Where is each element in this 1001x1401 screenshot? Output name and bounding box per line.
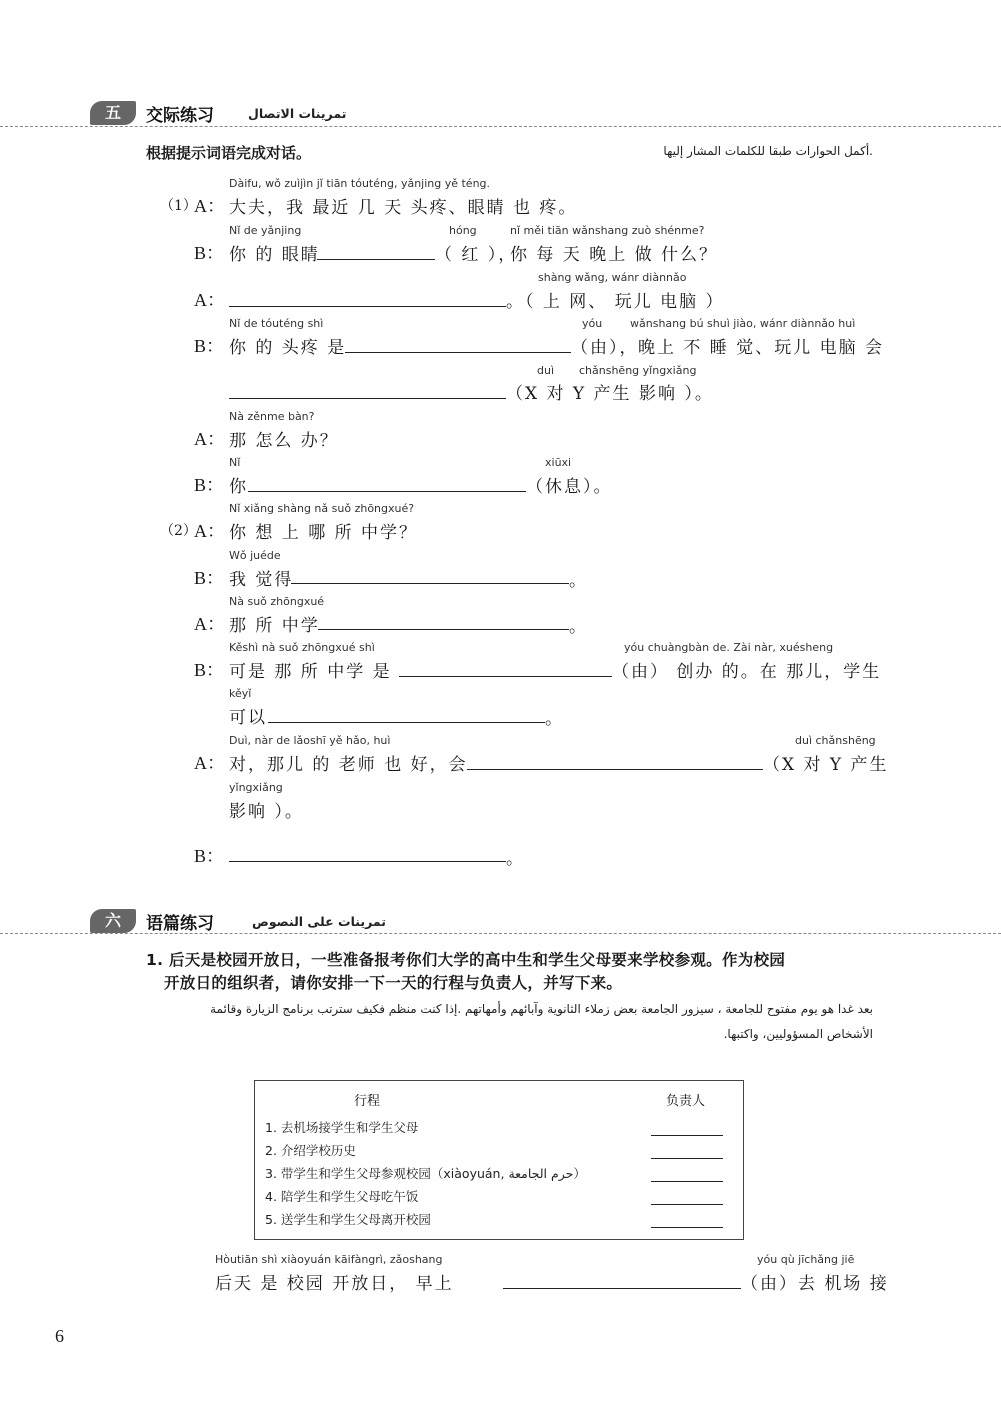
final-text: 后天 是 校园 开放日， 早上	[215, 1274, 454, 1294]
d2-a2-end: 。	[569, 617, 588, 637]
d2-b2c-text: 可以	[229, 708, 267, 728]
schedule-row-2-blank[interactable]	[651, 1158, 723, 1159]
d2-a3-pinyin-1: Duì, nàr de lǎoshī yě hǎo, huì	[229, 734, 391, 747]
d1-b2-label: B：	[194, 336, 225, 356]
d1-b1-pinyin-1: Nǐ de yǎnjing	[229, 224, 302, 237]
d2-number: （2）	[160, 523, 197, 539]
final-answer-blank[interactable]	[503, 1288, 741, 1289]
task-line-1: 1. 后天是校园开放日，一些准备报考你们大学的高中生和学生父母要来学校参观。作为校园	[146, 951, 786, 969]
schedule-row-2: 2. 介绍学校历史	[265, 1143, 356, 1158]
d1-b2-text: 你 的 头疼 是	[229, 338, 347, 358]
d1-b1-pinyin-2: hóng	[449, 224, 477, 237]
d1-b3-pinyin-2: xiūxi	[545, 456, 572, 469]
schedule-row-1: 1. 去机场接学生和学生父母	[265, 1120, 419, 1135]
d2-a3c-text: 影响 ）。	[229, 802, 304, 822]
task-arabic-1: بعد غدا هو يوم مفتوح للجامعة ، سيزور الجامعة بعض زملاء الثانوية وآبائهم وأمهاتهم .إذا كنت منظم فكيف سترتب برنامج الزيارة وقائمة	[210, 1002, 873, 1016]
d1-b1-text-post: 你 每 天 晚上 做 什么？	[510, 245, 719, 265]
task-arabic-2: الأشخاص المسؤوليين، واكتبها.	[723, 1027, 873, 1041]
section-5-badge: 五	[90, 101, 136, 125]
d1-b3-text: 你	[229, 477, 248, 497]
d1-b2c-pinyin-2: chǎnshēng yǐngxiǎng	[579, 364, 697, 377]
d1-b2c-pinyin-1: duì	[537, 364, 555, 377]
d2-b1-label: B：	[194, 568, 225, 588]
d1-b2c-hint: （X 对 Y 产生 影响 ）。	[506, 384, 714, 404]
d2-b2c-pinyin: kěyǐ	[229, 687, 252, 700]
schedule-header-person: 负责人	[666, 1094, 706, 1109]
page-number: 6	[55, 1326, 64, 1346]
d2-b2-text: 可是 那 所 中学 是	[229, 662, 392, 682]
final-hint: （由）去 机场 接	[741, 1274, 889, 1294]
d1-a1-text: 大夫，我 最近 几 天 头疼、眼睛 也 疼。	[229, 198, 578, 218]
schedule-row-5: 5. 送学生和学生父母离开校园	[265, 1212, 431, 1227]
d2-a3-hint: （X 对 Y 产生	[763, 755, 889, 775]
d2-a3-pinyin-2: duì chǎnshēng	[795, 734, 876, 747]
d2-b1-answer-blank[interactable]	[291, 583, 569, 584]
instruction: 根据提示词语完成对话。	[146, 144, 312, 162]
d2-a2-answer-blank[interactable]	[318, 629, 569, 630]
d1-a3-text: 那 怎么 办？	[229, 431, 339, 451]
d2-a1-label: A：	[194, 521, 225, 541]
schedule-row-5-blank[interactable]	[651, 1227, 723, 1228]
d1-b2-answer-blank[interactable]	[345, 352, 571, 353]
d1-a3-pinyin: Nà zěnme bàn?	[229, 410, 315, 423]
d1-b3-pinyin-1: Nǐ	[229, 456, 241, 469]
d1-a2-label: A：	[194, 290, 225, 310]
section-5-divider	[0, 126, 1001, 127]
d1-a2-hint: 。（ 上 网、 玩儿 电脑 ）	[506, 292, 725, 312]
schedule-header-itinerary: 行程	[354, 1094, 381, 1109]
d2-a1-pinyin: Nǐ xiǎng shàng nǎ suǒ zhōngxué?	[229, 502, 415, 515]
d2-a3c-pinyin: yǐngxiǎng	[229, 781, 283, 794]
d1-b1-answer-blank[interactable]	[317, 259, 435, 260]
schedule-row-1-blank[interactable]	[651, 1135, 723, 1136]
d2-b2-answer-blank[interactable]	[399, 676, 612, 677]
d1-a2-pinyin: shàng wǎng, wánr diànnǎo	[538, 271, 687, 284]
d2-b2-label: B：	[194, 660, 225, 680]
d1-b3-hint: （休息）。	[526, 477, 613, 497]
section-6-divider	[0, 933, 1001, 934]
d1-b2-text-post: 晚上 不 睡 觉、玩儿 电脑 会	[638, 338, 885, 358]
d2-a3-text: 对，那儿 的 老师 也 好，会	[229, 755, 468, 775]
d2-b3-answer-blank[interactable]	[229, 861, 506, 862]
d2-a3-answer-blank[interactable]	[467, 769, 763, 770]
final-pinyin-2: yóu qù jīchǎng jiē	[757, 1253, 855, 1266]
d2-b3-label: B：	[194, 846, 225, 866]
d1-b2-pinyin-1: Nǐ de tóuténg shì	[229, 317, 324, 330]
section-6-title-arabic: تمرينات على النصوص	[252, 914, 386, 929]
d2-b2-pinyin-2: yóu chuàngbàn de. Zài nàr, xuésheng	[624, 641, 834, 654]
section-6-badge: 六	[90, 909, 136, 933]
d1-b3-label: B：	[194, 475, 225, 495]
d1-b2-hint: （由），	[571, 338, 639, 358]
d1-b3-answer-blank[interactable]	[248, 491, 526, 492]
schedule-row-4-blank[interactable]	[651, 1204, 723, 1205]
d2-a2-text: 那 所 中学	[229, 616, 320, 636]
d2-b2-hint: （由） 创办 的。在 那儿，学生	[612, 662, 882, 682]
d2-b2c-answer-blank[interactable]	[268, 722, 545, 723]
schedule-row-3-blank[interactable]	[651, 1181, 723, 1182]
d2-a2-pinyin: Nà suǒ zhōngxué	[229, 595, 325, 608]
d1-a1-label: A：	[194, 196, 225, 216]
section-5-title-arabic: تمرينات الاتصال	[248, 106, 347, 121]
d1-b2-pinyin-3: wǎnshang bú shuì jiào, wánr diànnǎo huì	[630, 317, 856, 330]
d2-b3-end: 。	[506, 849, 525, 869]
d2-b1-text: 我 觉得	[229, 570, 294, 590]
d1-b1-label: B：	[194, 243, 225, 263]
d2-a1-text: 你 想 上 哪 所 中学？	[229, 523, 419, 543]
instruction-arabic: أكمل الحوارات طبقا للكلمات المشار إليها.	[663, 144, 873, 158]
d2-b2c-end: 。	[545, 709, 564, 729]
section-6-title: 语篇练习	[146, 914, 214, 934]
schedule-row-4: 4. 陪学生和学生父母吃午饭	[265, 1189, 419, 1204]
d2-a3-label: A：	[194, 753, 225, 773]
section-5-title: 交际练习	[146, 106, 214, 126]
d2-b1-end: 。	[569, 571, 588, 591]
d1-number: （1）	[160, 198, 197, 214]
d1-b2c-answer-blank[interactable]	[229, 398, 506, 399]
d1-a1-pinyin: Dàifu, wǒ zuìjìn jǐ tiān tóuténg, yǎnjing yě téng.	[229, 177, 491, 190]
task-line-2: 开放日的组织者，请你安排一下一天的行程与负责人，并写下来。	[164, 974, 623, 992]
d1-b2-pinyin-2: yóu	[582, 317, 603, 330]
d2-b2-pinyin-1: Kěshì nà suǒ zhōngxué shì	[229, 641, 375, 654]
schedule-row-3: 3. 带学生和学生父母参观校园（xiàoyuán, حرم الجامعة）	[265, 1166, 586, 1181]
d1-b1-pinyin-3: nǐ měi tiān wǎnshang zuò shénme?	[510, 224, 705, 237]
d1-a3-label: A：	[194, 429, 225, 449]
d2-a2-label: A：	[194, 614, 225, 634]
d1-a2-answer-blank[interactable]	[229, 306, 506, 307]
d1-b1-text: 你 的 眼睛	[229, 245, 320, 265]
d2-b1-pinyin: Wǒ juéde	[229, 549, 281, 562]
d1-b1-hint: （ 红 ），	[435, 245, 518, 265]
final-pinyin-1: Hòutiān shì xiàoyuán kāifàngrì, zǎoshang	[215, 1253, 443, 1266]
